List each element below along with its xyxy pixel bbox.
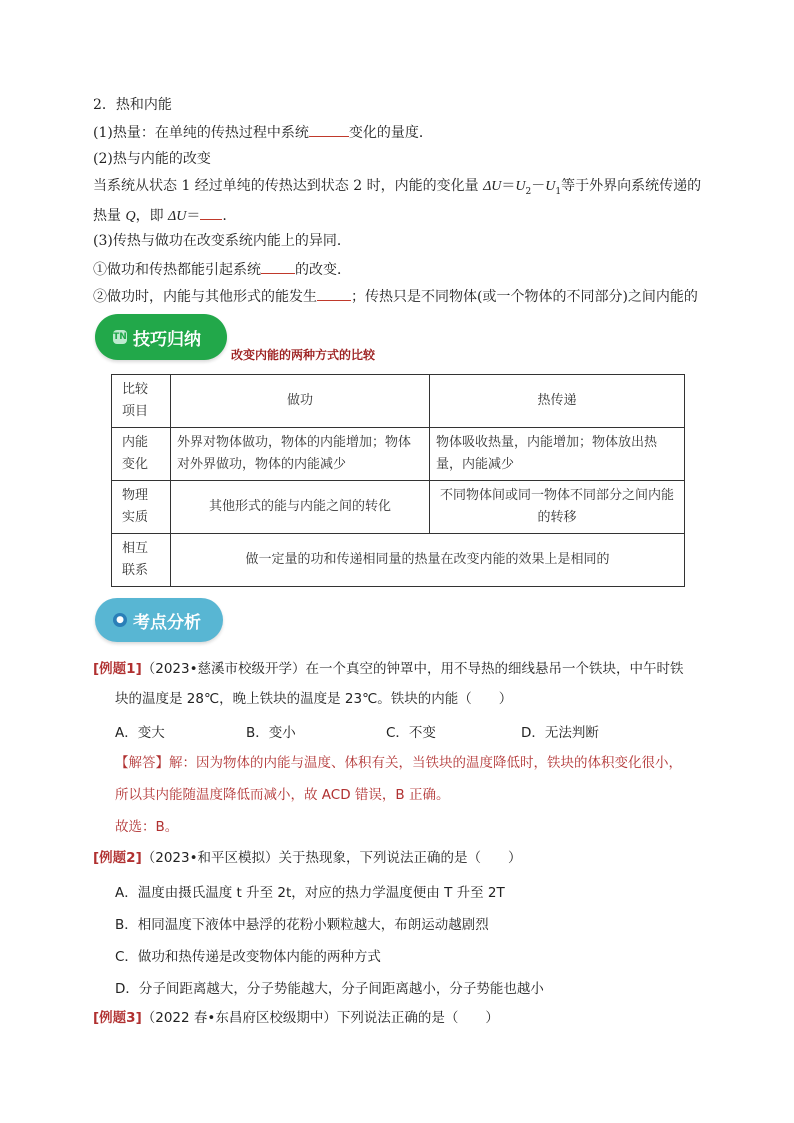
tips-badge — [95, 314, 227, 360]
fill-blank[interactable] — [200, 205, 222, 220]
table-row — [112, 534, 685, 587]
example-1-answer — [115, 754, 682, 772]
symbol-delta-u: ΔU — [483, 179, 502, 194]
header-cell: 做功 — [171, 375, 430, 428]
para-similarities: (3)传热与做功在改变系统内能上的异同． — [93, 233, 351, 249]
tips-icon: TN — [113, 332, 127, 342]
fill-blank[interactable] — [261, 259, 295, 274]
example-2-question — [93, 849, 522, 867]
question-text: （2023•慈溪市校级开学）在一个真空的钟罩中，用不导热的细线悬吊一个铁块，中午时铁 — [141, 661, 684, 677]
text: 当系统从状态 1 经过单纯的传热达到状态 2 时，内能的变化量 — [93, 178, 484, 194]
text: ②做功时，内能与其他形式的能发生 — [93, 289, 317, 305]
para-state-change — [93, 177, 701, 201]
option-a: A．温度由摄氏温度 t 升至 2t，对应的热力学温度便由 T 升至 2T — [115, 885, 505, 901]
option-d: D．分子间距离越大，分子势能越大，分子间距离越小，分子势能也越小 — [115, 981, 544, 997]
fill-blank[interactable] — [317, 286, 351, 301]
para-heat-internal-energy: (2)热与内能的改变 — [93, 151, 211, 167]
symbol-q: Q — [125, 209, 136, 224]
para-heat-quantity — [93, 122, 433, 142]
example-1-answer-cont: 所以其内能随温度降低而减小，故 ACD 错误，B 正确。 — [115, 787, 450, 803]
option-b: B．变小 — [246, 725, 296, 741]
text: ＝ — [501, 178, 516, 194]
row-label: 相互 联系 — [112, 534, 171, 587]
row-label: 内能 变化 — [112, 428, 171, 481]
text: . — [222, 208, 227, 224]
symbol-u: U — [545, 179, 556, 194]
header-cell: 热传递 — [430, 375, 685, 428]
text: ；传热只是不同物体(或一个物体的不同部分)之间内能的 — [351, 289, 698, 305]
para-point-1 — [93, 259, 351, 279]
text: 等于外界向系统传递的 — [561, 178, 702, 194]
option-c: C．不变 — [386, 725, 436, 741]
example-tag: [例题3] — [93, 1010, 142, 1026]
option-d: D．无法判断 — [521, 725, 599, 741]
text: ＝ — [186, 208, 201, 224]
symbol-u: U — [515, 179, 526, 194]
cell-work: 其他形式的能与内能之间的转化 — [171, 481, 430, 534]
subscript: 2 — [525, 186, 532, 197]
text: 的改变． — [295, 262, 351, 278]
table-header-row — [112, 375, 685, 428]
analysis-badge — [95, 598, 223, 642]
example-1-choice: 故选：B。 — [115, 819, 179, 835]
option-a: A．变大 — [115, 725, 165, 741]
cell-heat: 不同物体间或同一物体不同部分之间内能的转移 — [430, 481, 685, 534]
tips-badge-label: 技巧归纳 — [133, 329, 201, 350]
table-title: 改变内能的两种方式的比较 — [231, 348, 376, 362]
para-heat-q — [93, 205, 227, 226]
section-heading: 2．热和内能 — [93, 97, 172, 113]
para-point-2 — [93, 286, 698, 306]
example-1-question-cont: 块的温度是 28℃，晚上铁块的温度是 23℃。铁块的内能（ ） — [115, 691, 513, 707]
question-text: （2022 春•东昌府区校级期中）下列说法正确的是（ ） — [141, 1010, 499, 1026]
option-b: B．相同温度下液体中悬浮的花粉小颗粒越大，布朗运动越剧烈 — [115, 917, 489, 933]
analysis-icon: ● — [113, 613, 127, 627]
example-tag: [例题2] — [93, 850, 142, 866]
example-3-question — [93, 1009, 499, 1027]
text: － — [531, 178, 546, 194]
comparison-table — [111, 374, 685, 587]
cell-heat: 物体吸收热量，内能增加；物体放出热量，内能减少 — [430, 428, 685, 481]
table-row — [112, 481, 685, 534]
row-label: 物理 实质 — [112, 481, 171, 534]
subscript: 1 — [555, 186, 562, 197]
cell-relation: 做一定量的功和传递相同量的热量在改变内能的效果上是相同的 — [171, 534, 685, 587]
example-tag: [例题1] — [93, 661, 142, 677]
text: 变化的量度． — [348, 125, 433, 141]
cell-work: 外界对物体做功，物体的内能增加；物体对外界做功，物体的内能减少 — [171, 428, 430, 481]
symbol-delta-u: ΔU — [168, 209, 187, 224]
example-1-question — [93, 660, 684, 678]
analysis-badge-label: 考点分析 — [133, 612, 201, 633]
question-text: （2023•和平区模拟）关于热现象，下列说法正确的是（ ） — [141, 850, 522, 866]
answer-tag: 【解答】 — [115, 755, 169, 771]
header-cell: 比较 项目 — [112, 375, 171, 428]
table-row — [112, 428, 685, 481]
text: ①做功和传热都能引起系统 — [93, 262, 261, 278]
text: 热量 — [93, 208, 126, 224]
text: ，即 — [135, 208, 169, 224]
answer-text: 解：因为物体的内能与温度、体积有关，当铁块的温度降低时，铁块的体积变化很小， — [169, 755, 682, 771]
text: (1)热量：在单纯的传热过程中系统 — [93, 125, 309, 141]
fill-blank[interactable] — [309, 122, 349, 137]
option-c: C．做功和热传递是改变物体内能的两种方式 — [115, 949, 381, 965]
